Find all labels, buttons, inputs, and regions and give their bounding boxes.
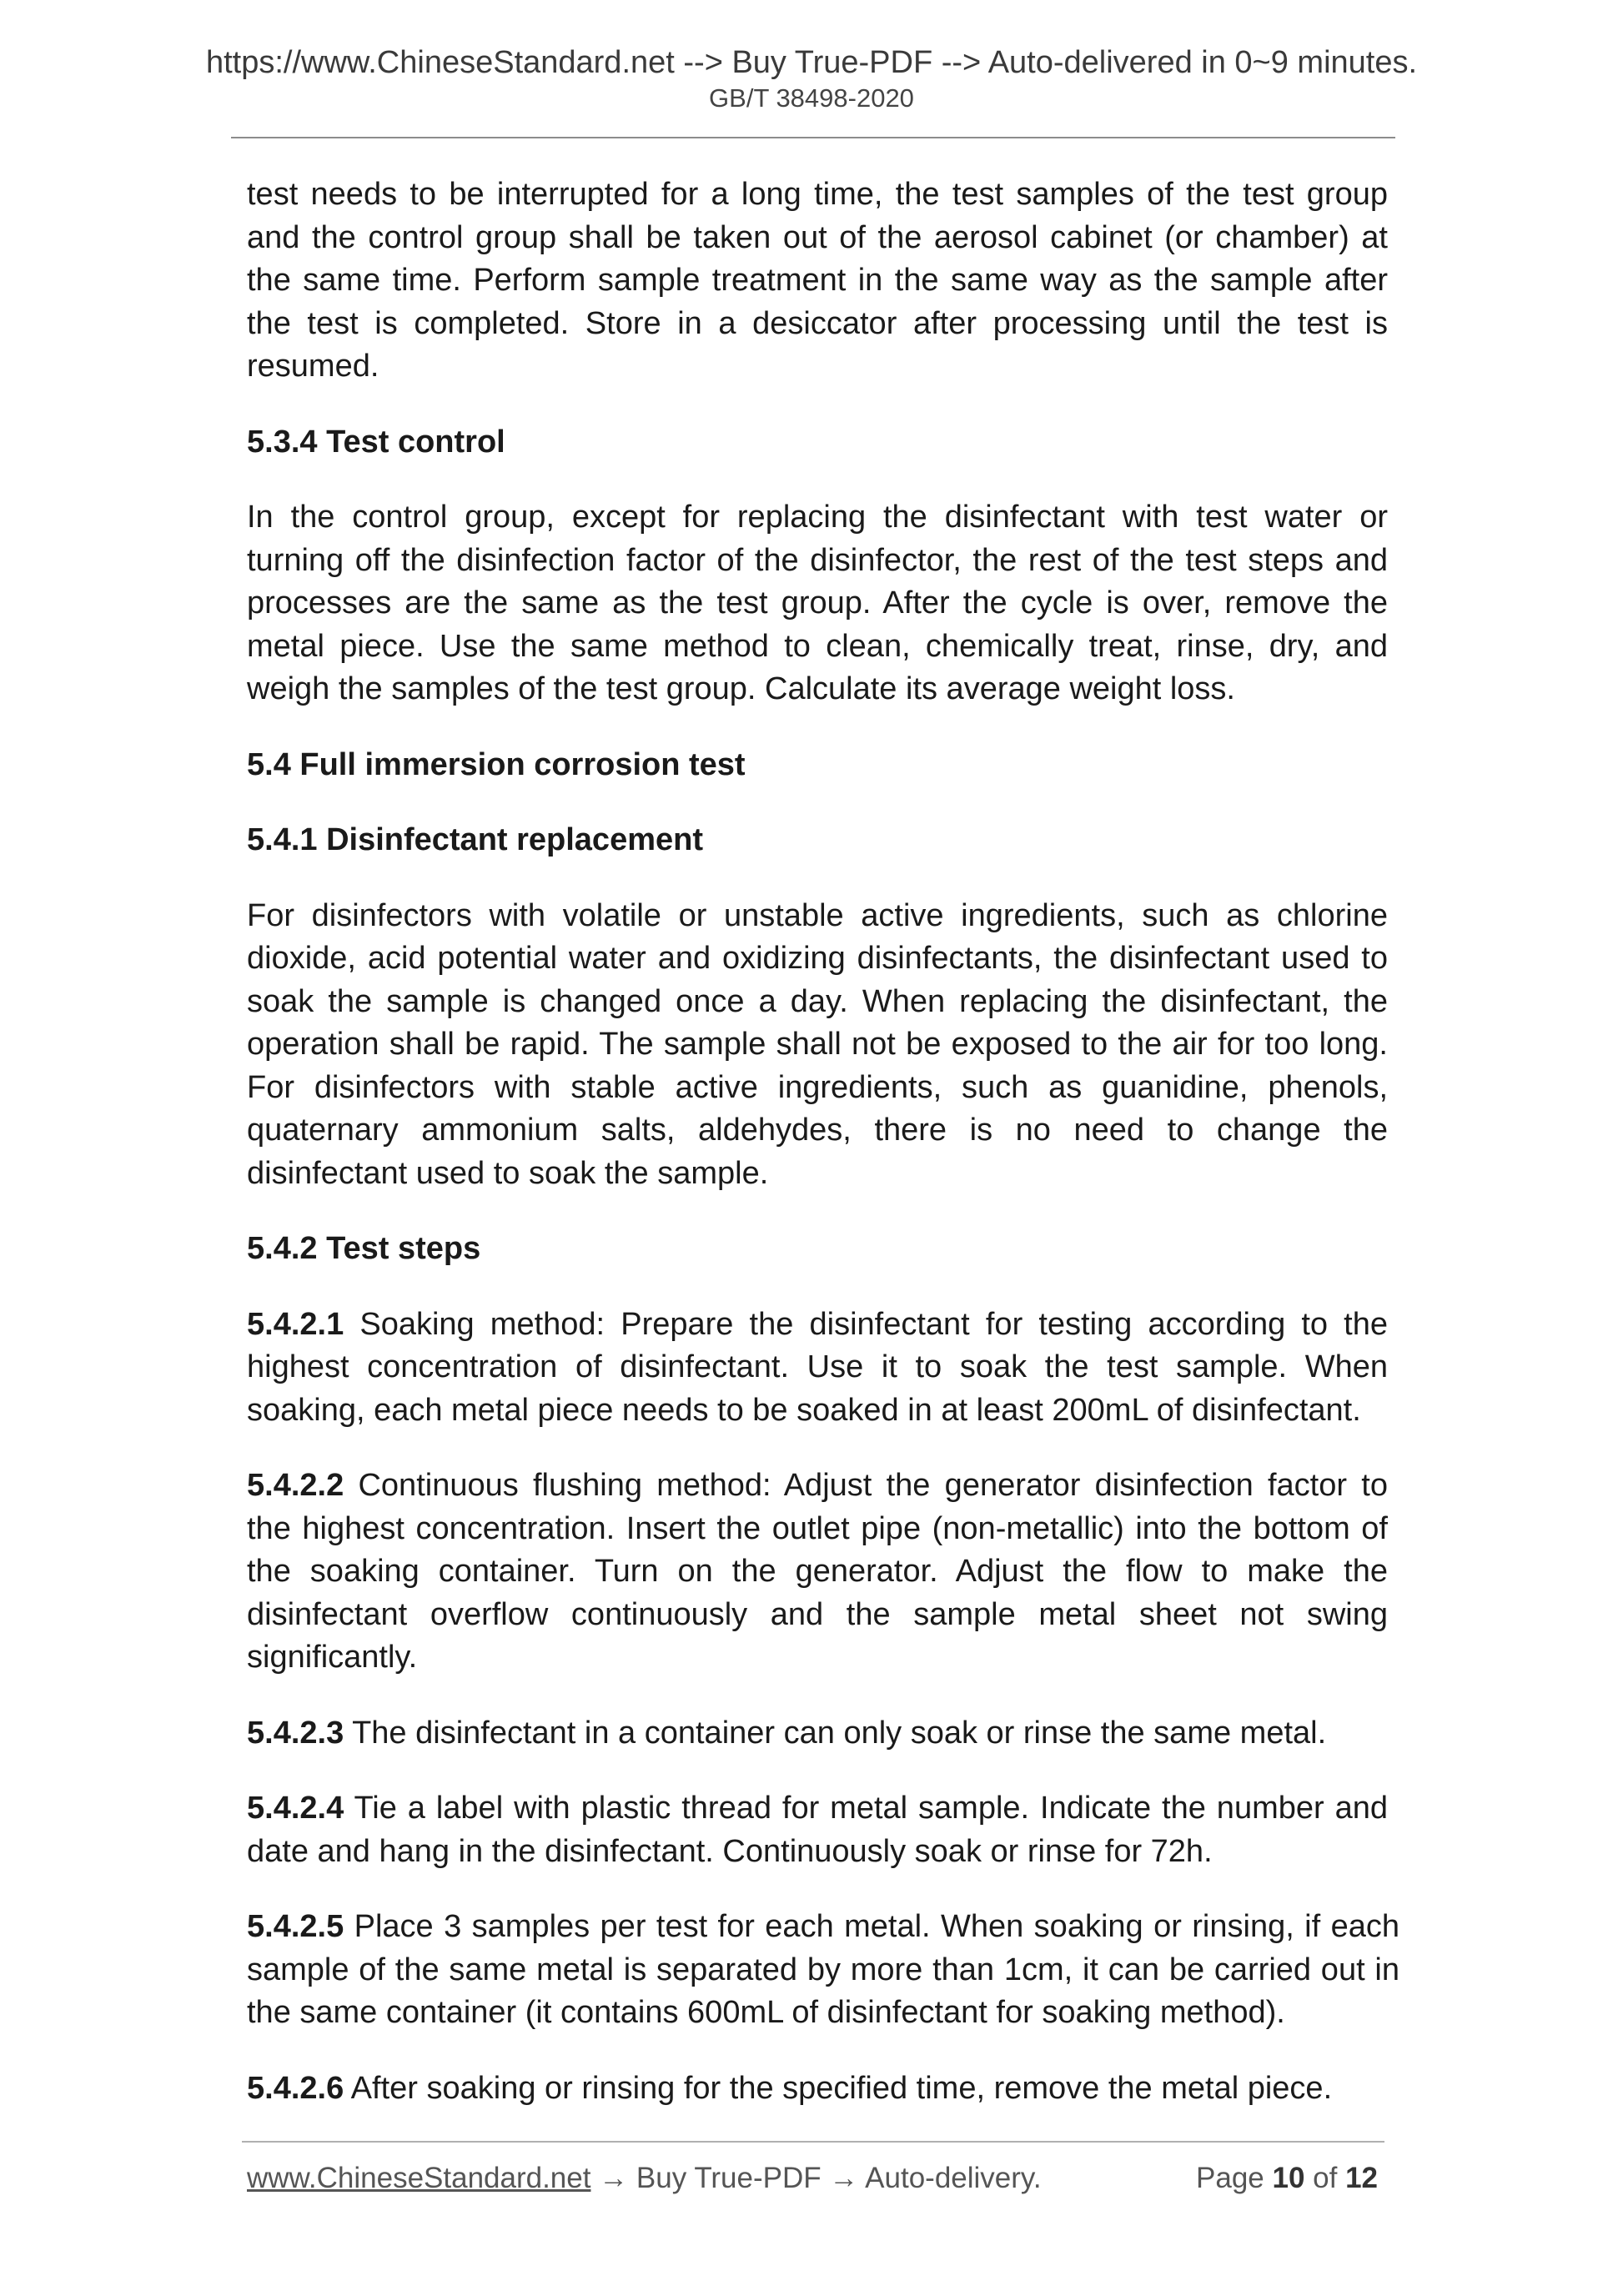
clause-5-4-2-5 [247,1906,1399,2035]
header-divider [231,137,1395,138]
clause-text: Soaking method: Prepare the disinfectant for testing according to the highest concentration of disinfectant. Use it to soak the test sample. When soaking, each metal piece needs to be soaked in at least 200mL of disinfectant. [247,1306,1388,1428]
page-word: Page [1196,2162,1273,2194]
clause-number: 5.4.2.3 [247,1715,344,1751]
clause-text: Continuous flushing method: Adjust the generator disinfection factor to the highest concentration. Insert the outlet pipe (non-metallic) into the bottom of the soaking container. Turn on the generator. Adjust the flow to make the disinfectant overflow continuously and the sample metal sheet not swing significantly. [247,1468,1388,1675]
heading-5-4-1: 5.4.1 Disinfectant replacement [247,822,703,857]
clause-number: 5.4.2.1 [247,1306,344,1342]
footer-site-link[interactable]: www.ChineseStandard.net [247,2162,591,2194]
clause-text: The disinfectant in a container can only soak or rinse the same metal. [344,1715,1327,1751]
heading-5-4-2: 5.4.2 Test steps [247,1231,481,1266]
paragraph-5-4-1: For disinfectors with volatile or unstable active ingredients, such as chlorine dioxide, acid potential water and oxidizing disinfectants, the disinfectant used to soak the sample is changed once a day. When replacing the disinfectant, the operation shall be rapid. The sample shall not be exposed to the air for too long. For disinfectors with stable active ingredients, such as guanidine, phenols, quaternary ammonium salts, aldehydes, there is no need to change the disinfectant used to soak the sample. [247,897,1388,1191]
page-indicator [1196,2160,1378,2197]
clause-number: 5.4.2.5 [247,1909,344,1944]
clause-5-4-2-4 [247,1787,1388,1873]
of-word: of [1304,2162,1346,2194]
footer-tagline: → Buy True-PDF → Auto-delivery. [590,2162,1042,2194]
page-total: 12 [1345,2162,1378,2194]
clause-5-4-2-6 [247,2067,1388,2111]
paragraph-5-3-4: In the control group, except for replacing the disinfectant with test water or turning off the disinfection factor of the disinfector, the rest of the test steps and processes are the same as the test group. After the cycle is over, remove the metal piece. Use the same method to clean, chemically treat, rinse, dry, and weigh the samples of the test group. Calculate its average weight loss. [247,500,1388,706]
standard-code: GB/T 38498-2020 [709,83,914,113]
clause-text: After soaking or rinsing for the specified time, remove the metal piece. [344,2070,1333,2106]
header-url-line[interactable]: https://www.ChineseStandard.net --> Buy True-PDF --> Auto-delivered in 0~9 minutes. [205,45,1418,80]
footer-divider [242,2141,1384,2143]
page-footer [247,2160,1378,2197]
clause-number: 5.4.2.6 [247,2070,344,2106]
paragraph-continuation: test needs to be interrupted for a long time, the test samples of the test group and the control group shall be taken out of the aerosol cabinet (or chamber) at the same time. Perform sample treatment in the same way as the sample after the test is completed. Store in a desiccator after processing until the test is resumed. [247,177,1388,384]
clause-number: 5.4.2.2 [247,1468,344,1503]
heading-5-3-4: 5.3.4 Test control [247,424,505,460]
page-current: 10 [1272,2162,1305,2194]
clause-number: 5.4.2.4 [247,1791,344,1826]
clause-text: Place 3 samples per test for each metal. When soaking or rinsing, if each sample of the same metal is separated by more than 1cm, it can be carried out in the same container (it contains 600mL of disinfectant for soaking method). [247,1909,1399,2030]
clause-5-4-2-3 [247,1712,1388,1756]
heading-5-4: 5.4 Full immersion corrosion test [247,746,746,782]
clause-text: Tie a label with plastic thread for metal sample. Indicate the number and date and hang in the disinfectant. Continuously soak or rinse for 72h. [247,1791,1388,1869]
page-content [247,173,1399,2143]
clause-5-4-2-2 [247,1465,1388,1680]
clause-5-4-2-1 [247,1304,1388,1433]
